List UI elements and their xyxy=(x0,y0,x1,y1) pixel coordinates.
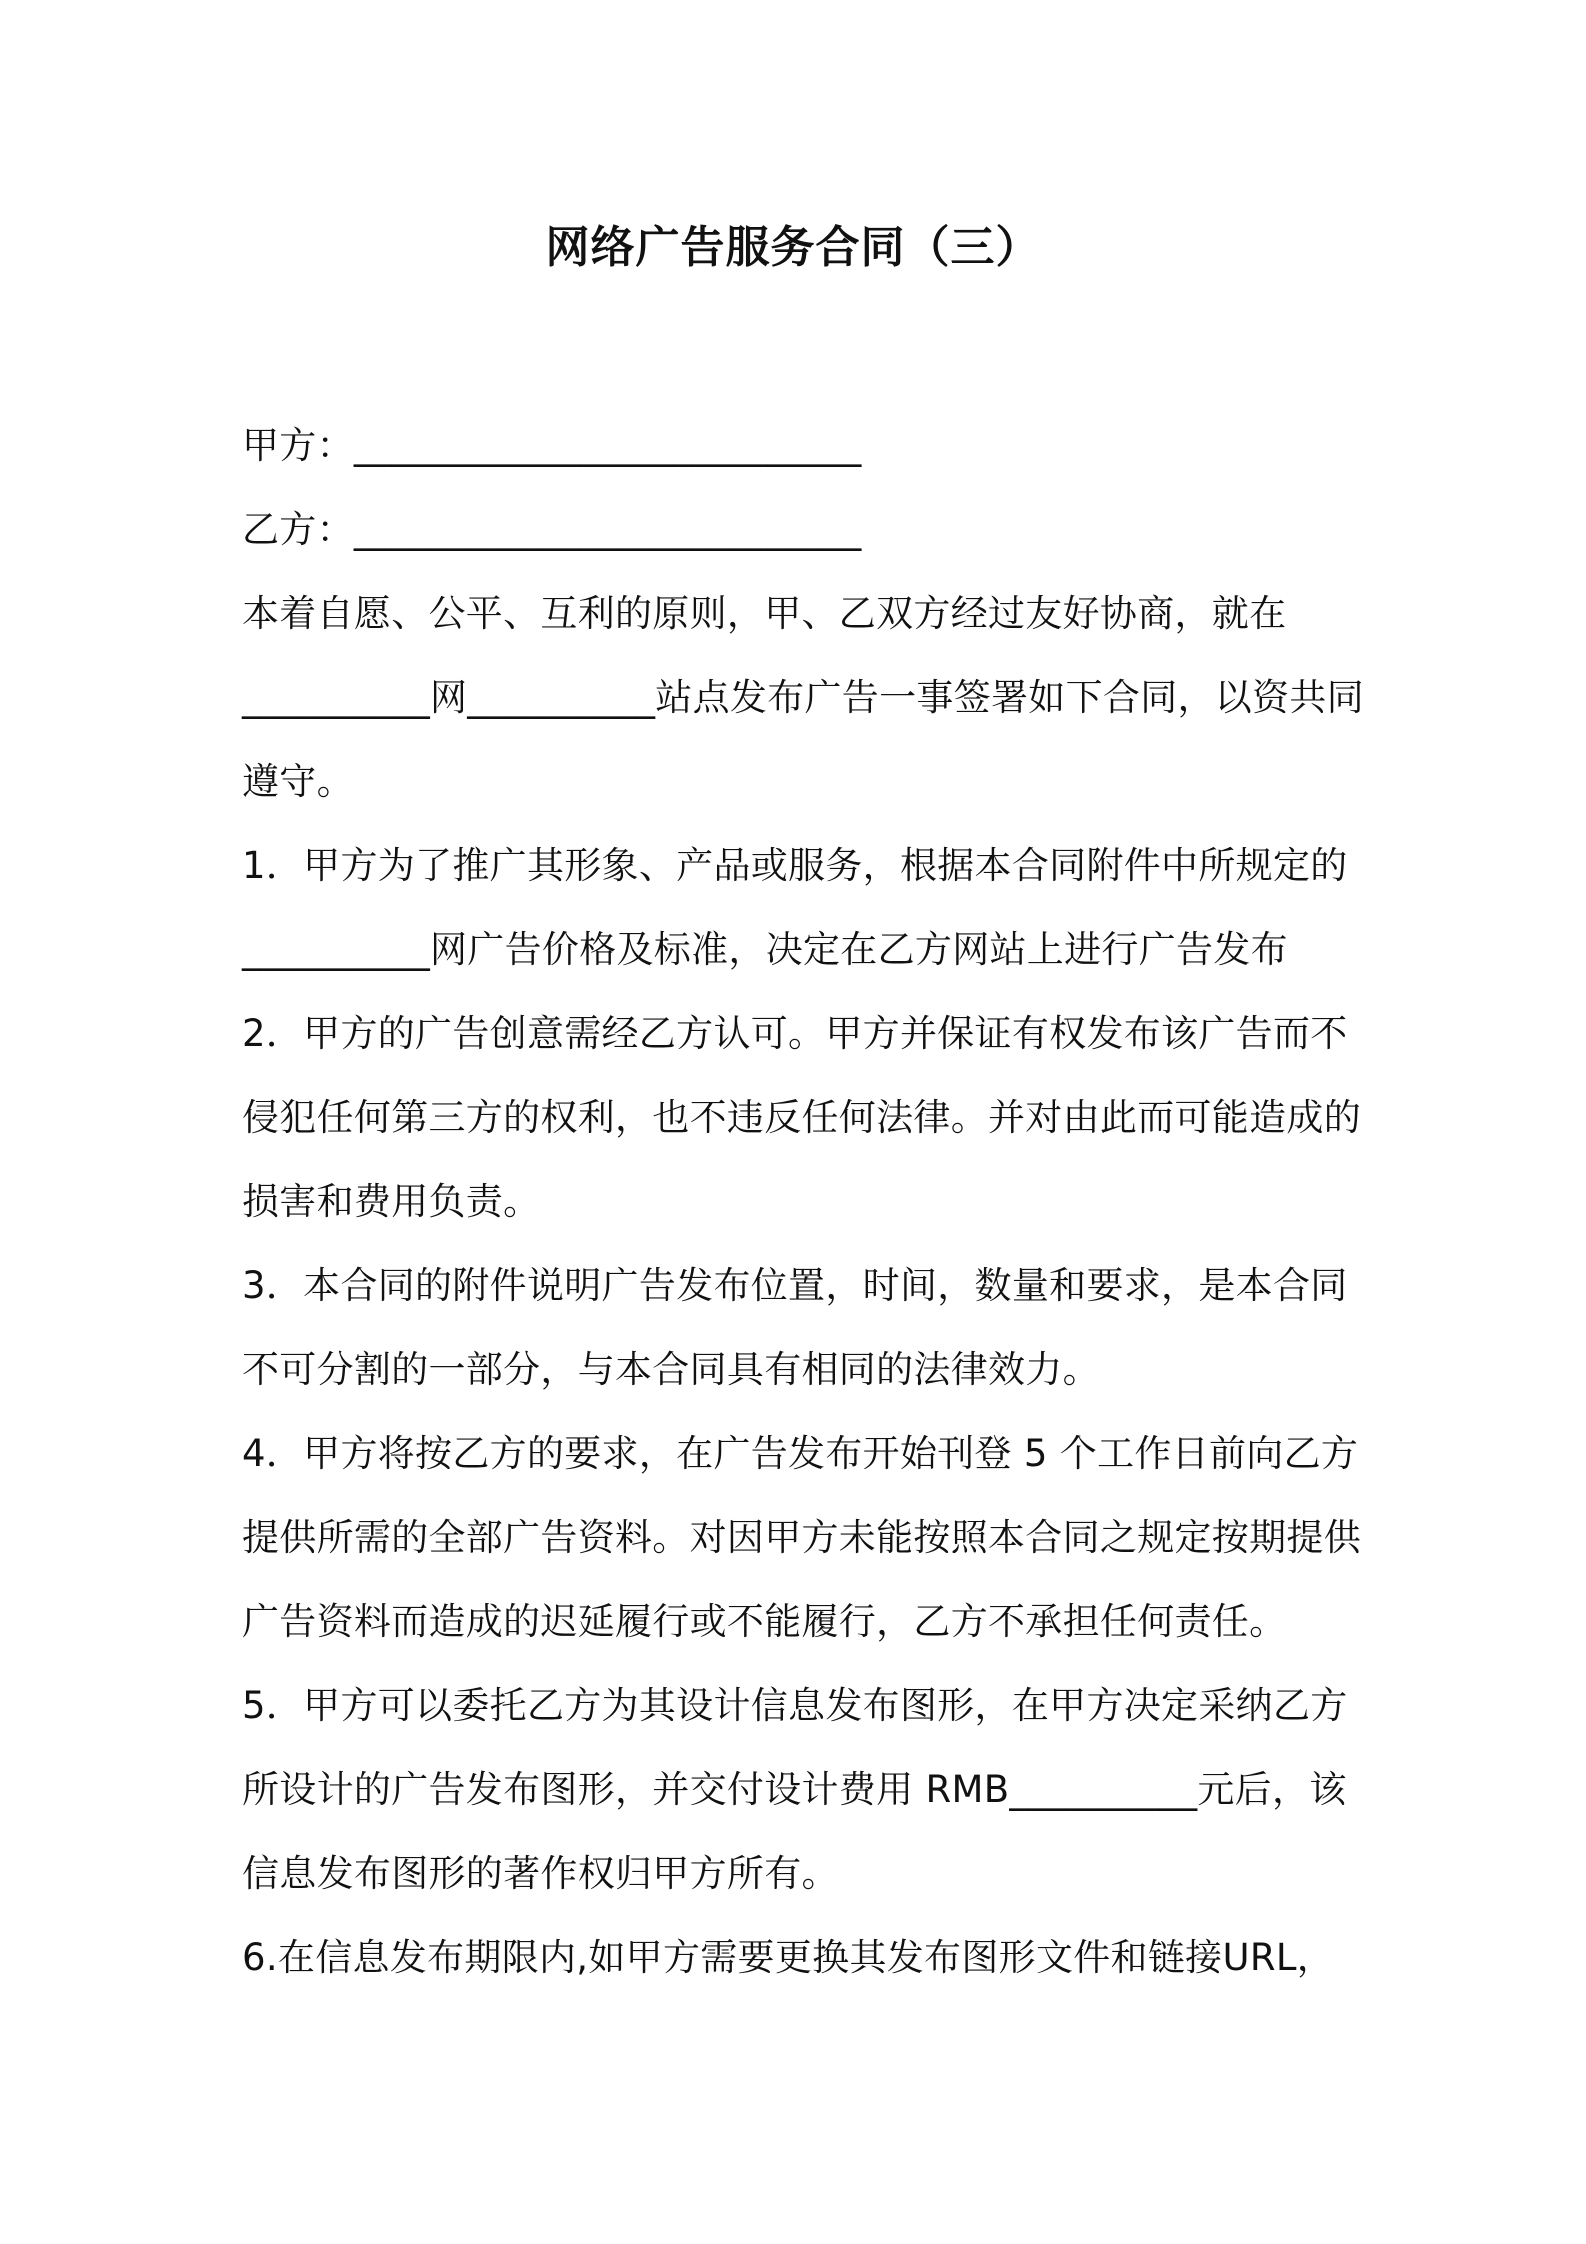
clause-5-line: 所设计的广告发布图形，并交付设计费用 RMB__________元后，该 xyxy=(242,1768,1347,1811)
clause-2-line: 侵犯任何第三方的权利，也不违反任何法律。并对由此而可能造成的 xyxy=(242,1096,1361,1139)
clause-2-line: 损害和费用负责。 xyxy=(242,1180,541,1223)
clause-4-line: 提供所需的全部广告资料。对因甲方未能按照本合同之规定按期提供 xyxy=(242,1516,1361,1559)
preamble-line: 遵守。 xyxy=(242,760,354,803)
party-a-line: 甲方：___________________________ xyxy=(242,424,862,467)
clause-4-line: 广告资料而造成的迟延履行或不能履行，乙方不承担任何责任。 xyxy=(242,1600,1287,1643)
clause-3-line: 不可分割的一部分，与本合同具有相同的法律效力。 xyxy=(242,1348,1100,1391)
preamble-line: 本着自愿、公平、互利的原则，甲、乙双方经过友好协商，就在 xyxy=(242,592,1287,635)
preamble-line: __________网__________站点发布广告一事签署如下合同，以资共同 xyxy=(242,676,1364,719)
clause-5-line: 信息发布图形的著作权归甲方所有。 xyxy=(242,1852,839,1895)
clause-5-line: 5．甲方可以委托乙方为其设计信息发布图形，在甲方决定采纳乙方 xyxy=(242,1684,1348,1727)
contract-body xyxy=(242,404,1364,2000)
clause-6-line: 6.在信息发布期限内,如甲方需要更换其发布图形文件和链接URL， xyxy=(242,1936,1335,1979)
clause-1-line: 1．甲方为了推广其形象、产品或服务，根据本合同附件中所规定的 xyxy=(242,844,1348,887)
clause-1-line: __________网广告价格及标准，决定在乙方网站上进行广告发布 xyxy=(242,928,1288,971)
clause-4-line: 4．甲方将按乙方的要求，在广告发布开始刊登 5 个工作日前向乙方 xyxy=(242,1432,1359,1475)
party-b-line: 乙方：___________________________ xyxy=(242,508,862,551)
clause-2-line: 2．甲方的广告创意需经乙方认可。甲方并保证有权发布该广告而不 xyxy=(242,1012,1348,1055)
document-title: 网络广告服务合同（三） xyxy=(545,222,1041,273)
clause-3-line: 3．本合同的附件说明广告发布位置，时间，数量和要求，是本合同 xyxy=(242,1264,1348,1307)
